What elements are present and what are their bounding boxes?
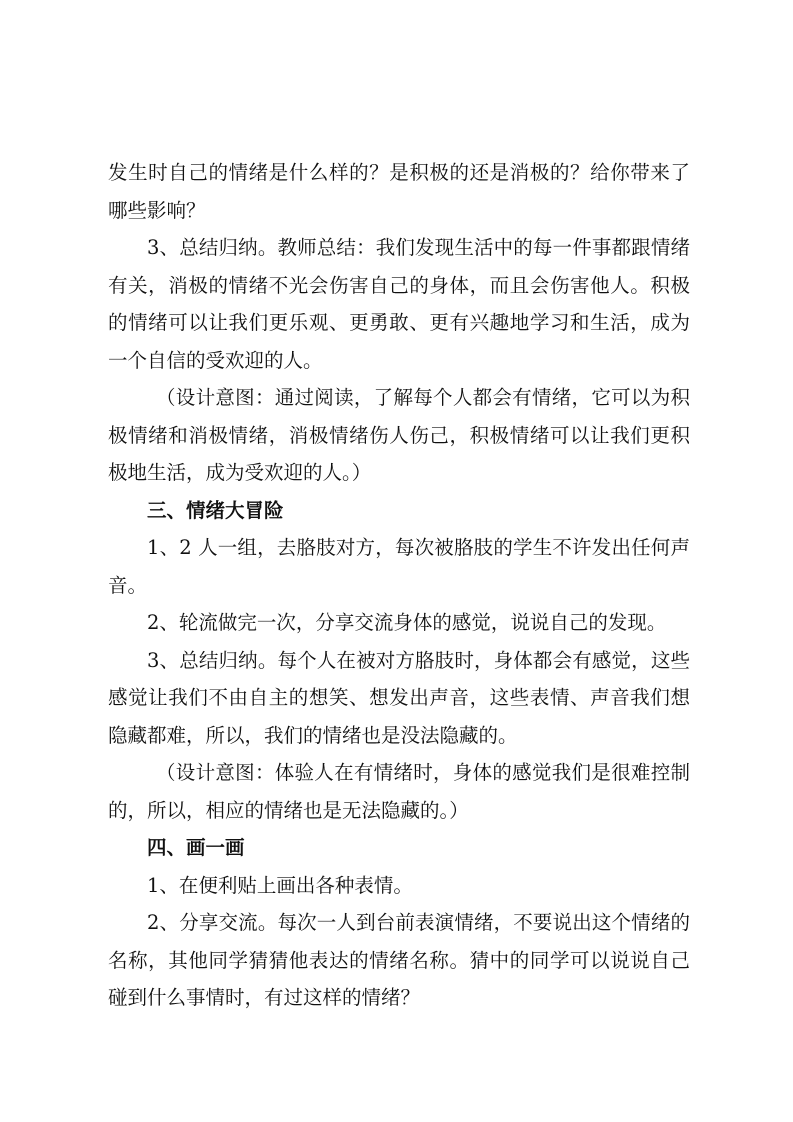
document-body	[108, 154, 690, 1017]
section-heading-emotion-adventure: 三、情绪大冒险	[147, 498, 284, 522]
paragraph-draw-step-2: 2、分享交流。每次一人到台前表演情绪，不要说出这个情绪的名称，其他同学猜猜他表达的情绪名称。猜中的同学可以说说自己碰到什么事情时，有过这样的情绪？	[108, 911, 690, 1009]
paragraph-design-intent-1: （设计意图：通过阅读，了解每个人都会有情绪，它可以为积极情绪和消极情绪，消极情绪伤人伤己，积极情绪可以让我们更积极地生活，成为受欢迎的人。）	[108, 386, 690, 484]
section-heading-draw: 四、画一画	[147, 836, 245, 859]
paragraph-draw-step-1: 1、在便利贴上画出各种表情。	[147, 873, 413, 897]
paragraph-summary-teacher: 3、总结归纳。教师总结：我们发现生活中的每一件事都跟情绪有关，消极的情绪不光会伤害自己的身体，而且会伤害他人。积极的情绪可以让我们更乐观、更勇敢、更有兴趣地学习和生活，成为一个自信的受欢迎的人。	[108, 236, 690, 372]
paragraph-design-intent-2: （设计意图：体验人在有情绪时，身体的感觉我们是很难控制的，所以，相应的情绪也是无法隐藏的。）	[108, 761, 690, 822]
paragraph-continuation: 发生时自己的情绪是什么样的？是积极的还是消极的？给你带来了哪些影响？	[108, 161, 690, 222]
paragraph-step-1: 1、2 人一组，去胳肢对方，每次被胳肢的学生不许发出任何声音。	[108, 536, 690, 597]
paragraph-step-2: 2、轮流做完一次，分享交流身体的感觉，说说自己的发现。	[147, 611, 667, 634]
paragraph-step-3: 3、总结归纳。每个人在被对方胳肢时，身体都会有感觉，这些感觉让我们不由自主的想笑、想发出声音，这些表情、声音我们想隐藏都难，所以，我们的情绪也是没法隐藏的。	[108, 648, 690, 747]
